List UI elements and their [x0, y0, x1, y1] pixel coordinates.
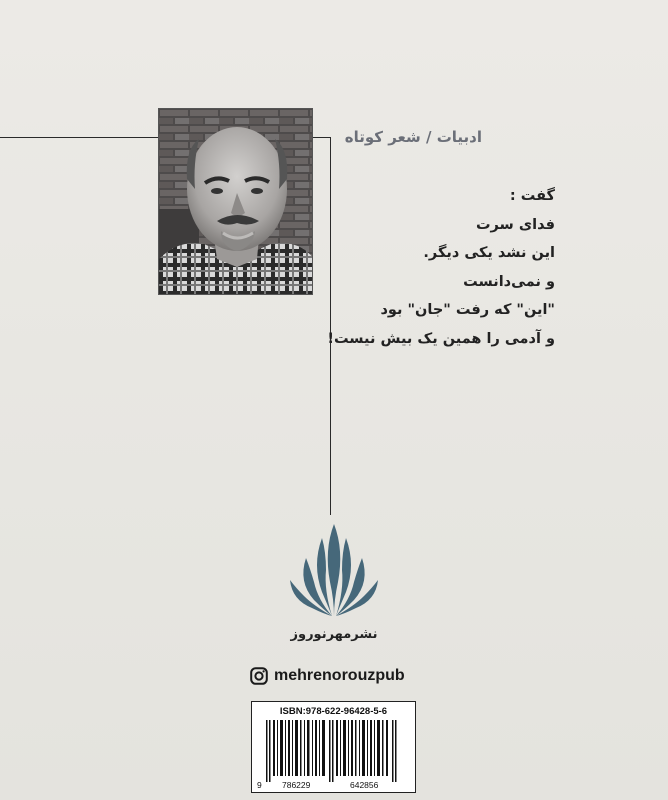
social-handle-text: mehrenorouzpub	[274, 667, 405, 684]
category-label: ادبیات / شعر کوتاه	[344, 128, 482, 146]
poem-line: فدای سرت	[475, 216, 555, 233]
author-photo	[158, 108, 313, 295]
barcode-digits-group1: 786229	[282, 780, 311, 790]
barcode-digit-first: 9	[257, 780, 262, 790]
poem	[315, 182, 555, 353]
isbn-text: ISBN:978-622-96428-5-6	[279, 706, 388, 717]
poem-line: گفت :	[509, 188, 555, 204]
poem-line: "این" که رفت "جان" بود	[380, 302, 555, 318]
frame-line-top-right	[313, 137, 331, 138]
barcode	[251, 701, 416, 793]
publisher-logo	[284, 520, 384, 620]
instagram-icon	[250, 667, 268, 685]
publisher-name: نشرمهرنوروز	[290, 627, 378, 642]
poem-line: و آدمی را همین یک بیش نیست!	[327, 330, 555, 347]
barcode-digits-group2: 642856	[350, 780, 379, 790]
social-handle[interactable]	[250, 665, 405, 687]
poem-line: و نمی‌دانست	[463, 273, 555, 290]
frame-line-top-left	[0, 137, 158, 138]
poem-line: این نشد یکی دیگر.	[423, 245, 555, 261]
barcode-bars	[260, 720, 410, 782]
